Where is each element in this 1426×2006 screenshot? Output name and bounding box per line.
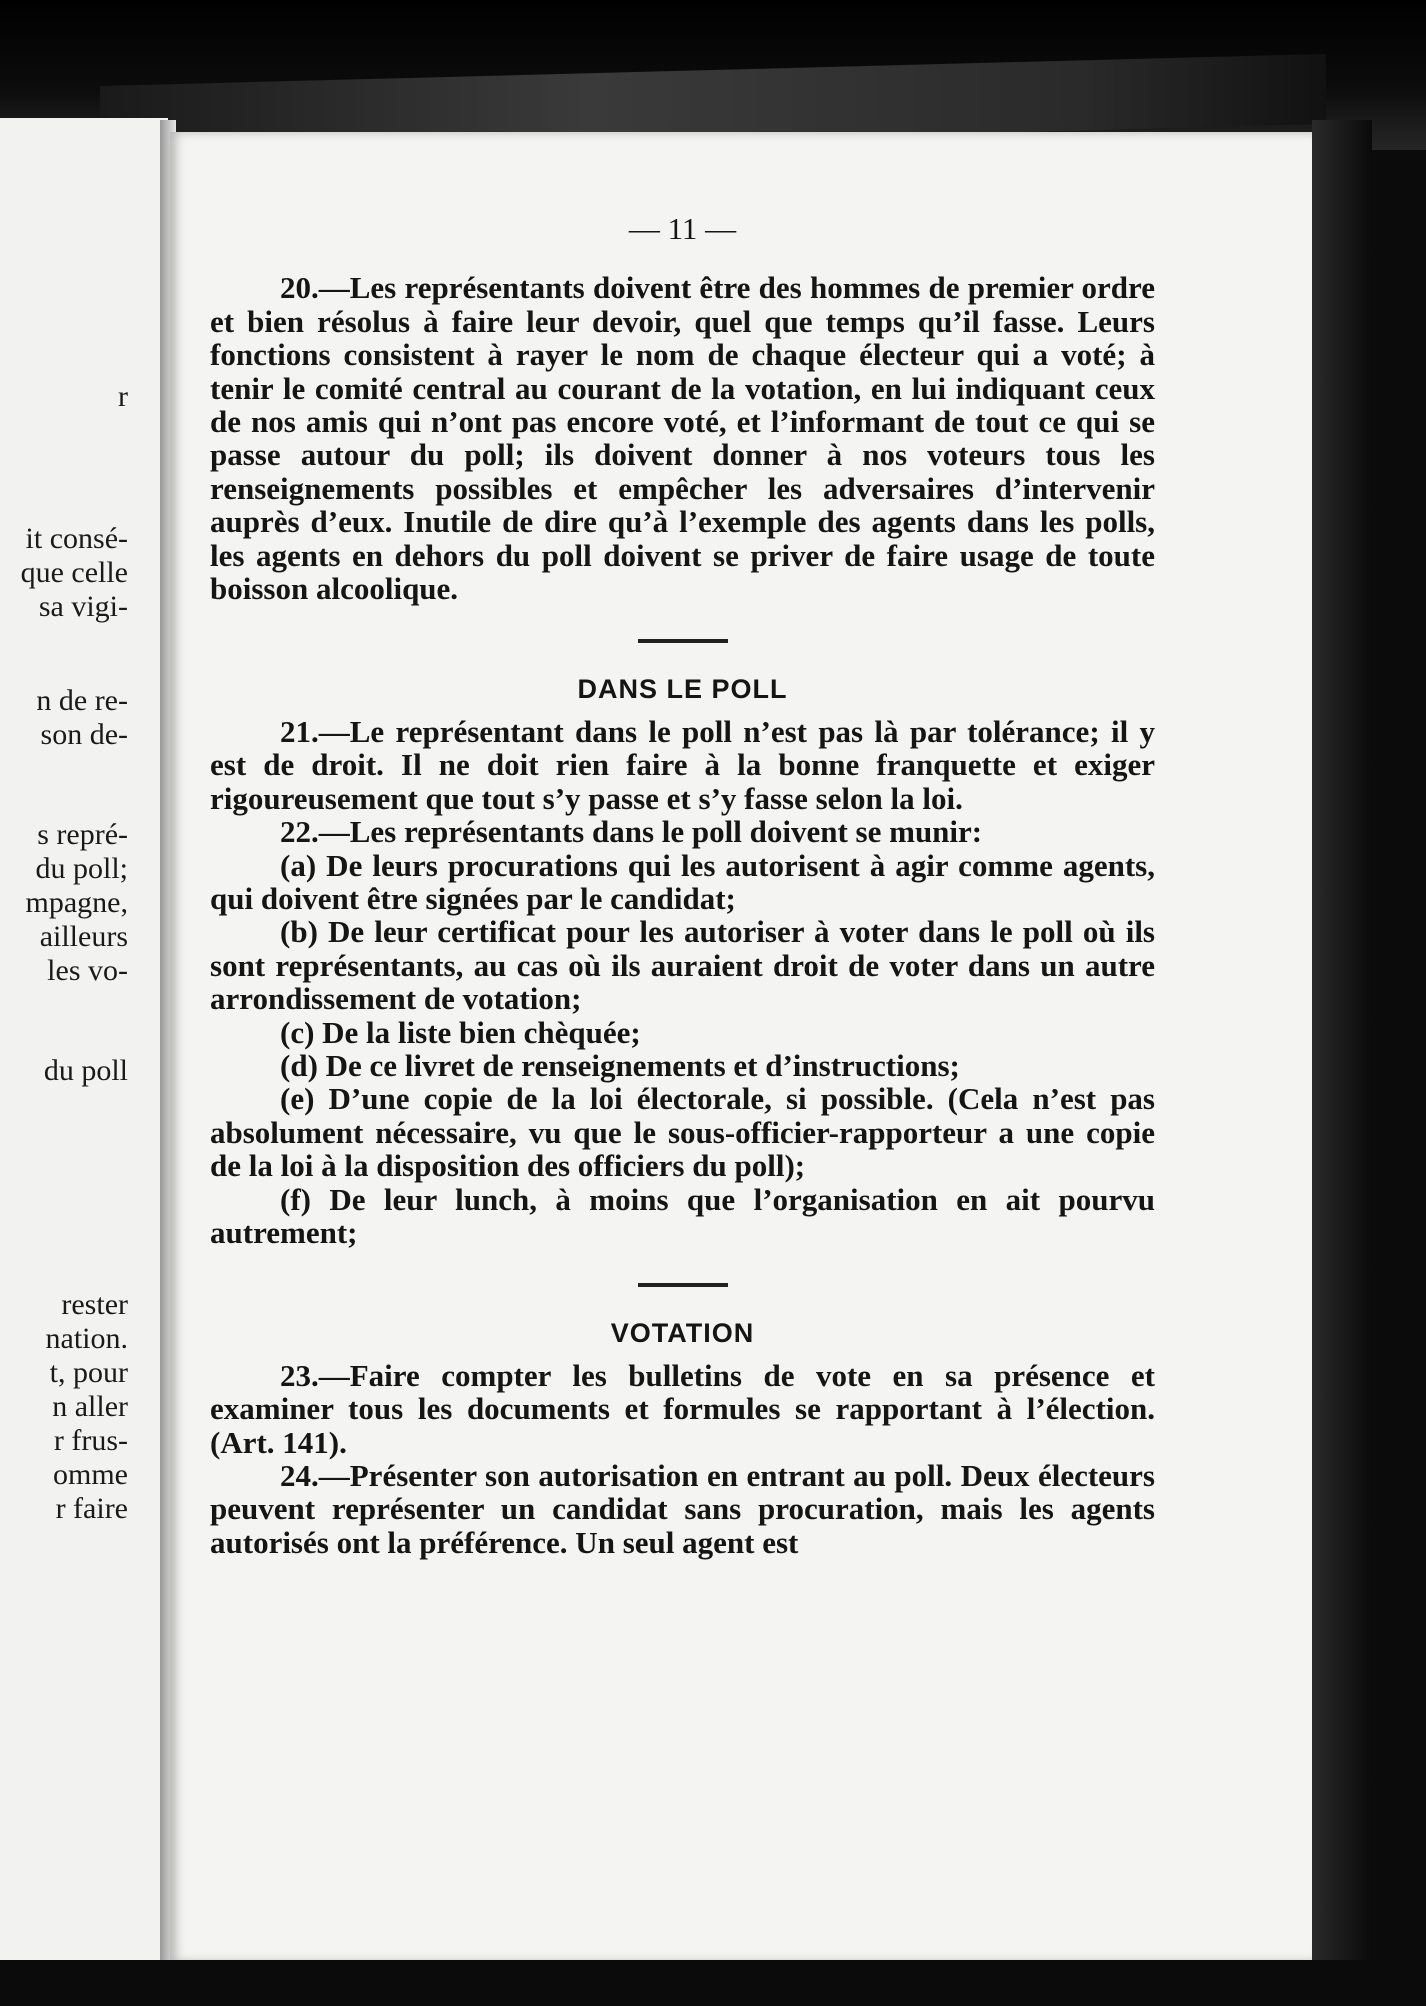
list-item: (f) De leur lunch, à moins que l’organisation en ait pourvu autrement; bbox=[210, 1181, 1155, 1250]
left-fragment: s repré- bbox=[37, 818, 128, 851]
list-item: (b) De leur certificat pour les autoriser à voter dans le poll où ils sont représentants, au cas où ils auraient droit de voter dans un autre arrondissement de votation; bbox=[210, 914, 1155, 1017]
left-fragment: mpagne, bbox=[25, 886, 128, 919]
left-page bbox=[0, 118, 168, 1978]
paragraph-24: 24.—Présenter son autorisation en entrant au poll. Deux électeurs peuvent représenter un candidat sans procuration, mais les agents autorisés ont la préférence. Un seul agent est bbox=[210, 1458, 1155, 1560]
page-text bbox=[210, 212, 1155, 1559]
heading-votation: VOTATION bbox=[610, 1318, 755, 1349]
heading-dans-le-poll: DANS LE POLL bbox=[577, 674, 788, 705]
scan-bottom-border bbox=[0, 1960, 1426, 2006]
paragraph-23: 23.—Faire compter les bulletins de vote en sa présence et examiner tous les documents et formules se rapportant à l’élection. (Art. 141). bbox=[210, 1357, 1155, 1460]
left-fragment: n de re- bbox=[36, 684, 128, 717]
left-fragment: nation. bbox=[45, 1322, 128, 1355]
list-item: (a) De leurs procurations qui les autorisent à agir comme agents, qui doivent être signées par le candidat; bbox=[210, 847, 1155, 916]
paragraph-21: 21.—Le représentant dans le poll n’est pas là par tolérance; il y est de droit. Il ne doit rien faire à la bonne franquette et exiger rigoureusement que tout s’y passe et s’y fasse selon la loi. bbox=[210, 713, 1155, 816]
left-fragment: t, pour bbox=[49, 1356, 128, 1389]
left-fragment: du poll bbox=[43, 1054, 128, 1087]
list-item: (d) De ce livret de renseignements et d’instructions; bbox=[280, 1047, 960, 1083]
list-item: (c) De la liste bien chèquée; bbox=[280, 1014, 641, 1050]
list-item: (e) D’une copie de la loi électorale, si possible. (Cela n’est pas absolument nécessaire, vu que le sous-officier-rapporteur a une copie de la loi à la disposition des officiers du poll); bbox=[210, 1081, 1155, 1184]
left-fragment: r bbox=[118, 380, 128, 413]
left-fragment: les vo- bbox=[47, 954, 128, 987]
left-fragment: r faire bbox=[55, 1492, 128, 1525]
left-fragment: n aller bbox=[52, 1390, 128, 1423]
paragraph-22: 22.—Les représentants dans le poll doivent se munir: bbox=[280, 814, 983, 850]
left-fragment: sa vigi- bbox=[38, 590, 128, 623]
paragraph-20: 20.—Les représentants doivent être des hommes de premier ordre et bien résolus à faire leur devoir, quel que temps qu’il fasse. Leurs fonctions consistent à rayer le nom de chaque électeur qui a voté; à tenir le comité central au courant de la votation, en lui indiquant ceux de nos amis qui n’ont pas encore voté, et l’informant de tout ce qui se passe autour du poll; ils doivent donner à nos voteurs tous les renseignements possibles et empêcher les adversaires d’intervenir auprès d’eux. Inutile de dire qu’à l’exemple des agents dans les polls, les agents en dehors du poll doivent se priver de faire usage de toute boisson alcoolique. bbox=[210, 270, 1155, 607]
left-fragment: it consé- bbox=[25, 522, 128, 555]
left-fragment: r frus- bbox=[53, 1424, 128, 1457]
section-divider bbox=[638, 1283, 728, 1287]
section-divider bbox=[638, 639, 728, 643]
left-fragment: son de- bbox=[40, 718, 128, 751]
scan-right-border bbox=[1312, 120, 1372, 1990]
left-fragment: du poll; bbox=[35, 852, 128, 885]
left-fragment: que celle bbox=[20, 556, 128, 589]
page-number: — 11 — bbox=[628, 211, 737, 246]
left-fragment: rester bbox=[61, 1288, 128, 1321]
left-fragment: ailleurs bbox=[39, 920, 128, 953]
left-fragment: omme bbox=[53, 1458, 128, 1491]
